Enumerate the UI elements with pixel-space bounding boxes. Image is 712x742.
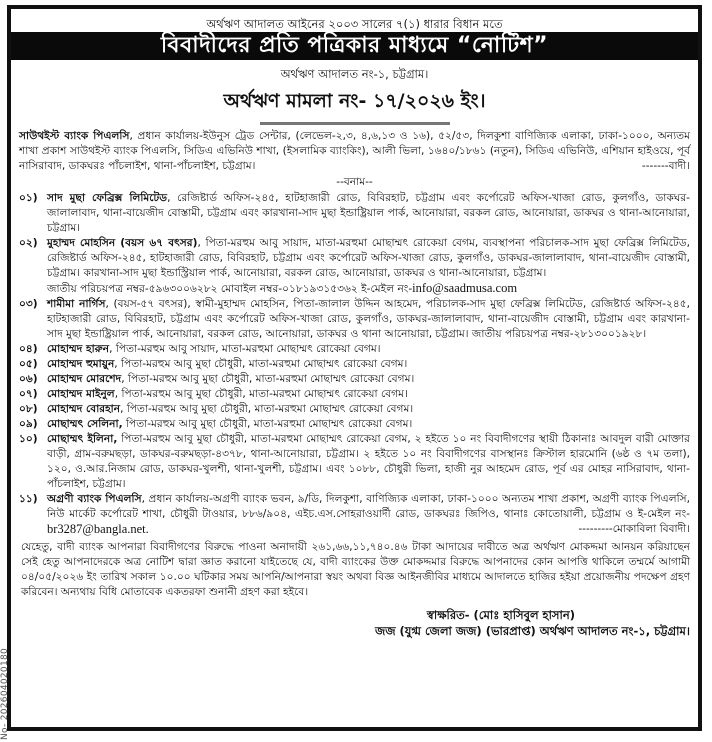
defendant-details: , প্রধান কার্যালয়-অগ্রণী ব্যাংক ভবন, ৯/ডি, দিলকুশা, বাণিজ্যিক এলাকা, ঢাকা-১০০০ অন্যতম শাখা প্রকাশ, অগ্রণী ব্যাংক পিএলসি, নিউ মার্কেট কর্পোরেট শাখা, চৌধুরী টাওয়ার, ৮৮৬/৯০৪, এইচ.এস.সোহরাওয়ার্দী রোড, ডাকঘরঃ জিপিও, থানাঃ কোতোয়ালী, চট্টগ্রাম ও ই-মেইল নং- bbox=[47, 493, 690, 520]
signature-block bbox=[19, 608, 690, 639]
defendant-details: , পিতা-মরহুম আবু সায়াদ, মাতা-মরহুমা মোছাম্মৎ রোকেয়া বেগম, ব্যবস্থাপনা পরিচালক-সাদ মুছা ফেব্রিক্স লিমিটেড, রেজিষ্টার্ড অফিস-২৪৫, হাটহাজারী রোড, বিবিরহাট, চট্টগ্রাম এবং কর্পোরেট অফিস-খাজা রোড, কুলগাঁও, ডাকঘর-জালালাবাদ, থানা-বায়েজীদ বোস্তামী, চট্টগ্রাম। কারখানা-সাদ মুছা ইন্ডাস্ট্রিয়াল পার্ক, আনোয়ারা, বরকল রোড, আনোয়ারা, ডাকঘর ও থানা-আনোয়ারা, চট্টগ্রাম। bbox=[47, 237, 690, 279]
defendant-details: , (বয়স-৫৭ বৎসর), স্বামী-মুহাম্মদ মোহসিন, পিতা-জালাল উদ্দিন আহমেদ, পরিচালক-সাদ মুছা ফেব্রিক্স লিমিটেড, রেজিষ্টার্ড অফিস-২৪৫, হাটহাজারী রোড, বিবিরহাট, চট্টগ্রাম এবং কর্পোরেট অফিস-খাজা রোড, কুলগাঁও, ডাকঘর-জালালাবাদ, থানা-বায়েজীদ বোস্তামী, চট্টগ্রাম এবং কারখানা-সাদ মুছা ইন্ডাষ্ট্রিয়াল পার্ক, আনোয়ারা, বরকল রোড, আনোয়ারা, ডাকঘর ও থানা আনোয়ারা, চট্টগ্রাম। জাতীয় পরিচয়পত্র নম্বর-২৮১৩০০১৯২৮। bbox=[47, 298, 690, 340]
court-name: অর্থঋণ আদালত নং-১, চট্টগ্রাম। bbox=[280, 67, 429, 81]
defendant-name: মোহাম্মদ বোরহান bbox=[47, 403, 121, 415]
defendant-number: ০১) bbox=[19, 192, 38, 204]
defendant-number: ০২) bbox=[19, 237, 38, 249]
defendant-name: সাদ মুছা ফেব্রিক্স লিমিটেড bbox=[47, 192, 168, 204]
judge-title: জজ (যুগ্ম জেলা জজ) (ভারপ্রাপ্ত) অর্থঋণ আদালত নং-১, চট্টগ্রাম। bbox=[374, 624, 690, 638]
defendant-email-link[interactable]: br3287@bangla.net. bbox=[47, 522, 149, 536]
defendant-number: ০৫) bbox=[19, 358, 38, 370]
defendant-details: , পিতা-মরহুম আবু সায়াদ, মাতা-মরহুমা মোছাম্মৎ রোকেয়া বেগম। bbox=[109, 343, 381, 355]
defendant-name: অগ্রণী ব্যাংক পিএলসি bbox=[47, 493, 142, 505]
defendant-details: , পিতা-মরহুম আবু মুছা চৌধুরী, মাতা-মরহুমা মোছাম্মৎ রোকেয়া বেগম। bbox=[114, 388, 408, 400]
notice-paragraph: যেহেতু, বাদী ব্যাংক আপনারা বিবাদীগণের বিরুদ্ধে পাওনা অনাদায়ী ২৬১,৬৬,১১,৭৪০.৪৬ টাকা আদায়ের দাবীতে অত্র অর্থঋণ মোকদ্দমা আনয়ন করিয়াছেন সেই হেতু আপনাদেরকে অত্র নোটিশ দ্বারা জ্ঞাত করানো যাইতেছে যে, বাদী ব্যাংকের উক্ত মোকদ্দমার বিরুদ্ধে আপনাদের কোন আপত্তি থাকিলে তম্মর্মে আগামী ০৪/০৫/২০২৬ ইং তারিখ সকাল ১০.০০ ঘটিকার সময় আপনি/আপনারা স্বয়ং অথবা বিজ্ঞ আইনজীবির মাধ্যমে আদালতে হাজির হইয়া প্রয়োজনীয় পদক্ষেপ গ্রহণ করিবেন। অন্যথায় বিধি মোতাবেক একতরফা শুনানী গ্রহণ করা হইবে। bbox=[21, 541, 690, 598]
defendant-name: মোছাম্মৎ সেলিনা, bbox=[47, 418, 123, 430]
defendant-item bbox=[19, 342, 690, 357]
defendant-email-link[interactable]: info@saadmusa.com bbox=[412, 281, 518, 295]
case-number: অর্থঋণ মামলা নং- ১৭/২০২৬ ইং। bbox=[223, 90, 486, 112]
defendant-item bbox=[19, 492, 690, 538]
defendant-name: মোহাম্মদ মাইনুল bbox=[47, 388, 115, 400]
defendant-role: ---------মোকাবিলা বিবাদী। bbox=[578, 523, 690, 535]
defendant-name: শামীমা নার্গিস bbox=[47, 298, 106, 310]
defendant-details: , পিতা-মরহুম আবু মুছা চৌধুরী, মাতা-মরহুমা মোছাম্মৎ রোকেয়া বেগম। bbox=[114, 358, 408, 370]
defendant-number: ০৩) bbox=[19, 298, 38, 310]
defendant-item bbox=[19, 402, 690, 417]
defendant-item bbox=[19, 387, 690, 402]
defendant-details: পিতা-মরহুম আবু মুছা চৌধুরী, মাতা-মরহুমা মোছাম্মৎ রোকেয়া বেগম, ২ হইতে ১০ নং বিবাদীগণের স্থায়ী ঠিকানাঃ আবদুল বারী মোক্তার বাড়ী, গ্রাম-বরুমছড়া, ডাকঘর-বরুমছড়া-৪৩৭৮, থানা-আনোয়ারা, চট্টগ্রাম। ২ হইতে ১০ নং বিবাদীগণের বাসস্থানঃ ক্রিস্টাল হারমোনি (৬ষ্ঠ ও ৭ম তলা), ১২০, ও.আর.নিজাম রোড, ডাকঘর-খুলশী, থানা-খুলশী, চট্টগ্রাম। এবং ১০৮৮, চৌধুরী ভিলা, হাজী নুর আহমেদ রোড, পূর্ব এর মোহর নাসিরাবাদ, থানা-পাঁচলাইশ, চট্টগ্রাম। bbox=[47, 433, 690, 490]
defendant-number: ০৬) bbox=[19, 373, 38, 385]
signed-by: স্বাক্ষরিত- (মোঃ হাসিবুল হাসান) bbox=[426, 608, 575, 622]
notice-title: বিবাদীদের প্রতি পত্রিকার মাধ্যমে “নোটিশ” bbox=[11, 32, 698, 60]
notice-frame bbox=[7, 5, 702, 731]
defendant-name: মুহাম্মদ মোহসিন (বয়স ৬৭ বৎসর) bbox=[47, 237, 198, 249]
plaintiff-address: , প্রধান কার্যালয়-ইউনুস ট্রেড সেন্টার, (লেভেল-২,৩, ৪,৬,১৩ ও ১৬), ৫২/৫৩, দিলকুশা বাণিজ্যিক এলাকা, ঢাকা-১০০০, অন্যতম শাখা প্রকাশ সাউথইস্ট ব্যাংক পিএলসি, সিডিএ এভিনিউ শাখা, (ইসলামিক ব্যাংকিং), আলী ভিলা, ১৬৪০/১৮৬১ (নতুন), সিডিএ এভিনিউ, এশিয়ান হাইওয়ে, পূর্ব নাসিরাবাদ, ডাকঘরঃ পাঁচলাইশ, থানা-পাঁচলাইশ, চট্টগ্রাম। bbox=[19, 130, 690, 172]
plaintiff-block bbox=[19, 129, 690, 174]
defendant-number: ০৯) bbox=[19, 418, 38, 430]
defendant-details: পিতা-মরহুম আবু মুছা চৌধুরী, মাতা-মরহুমা মোছাম্মৎ রোকেয়া বেগম। bbox=[122, 418, 413, 430]
defendant-name: মোহাম্মদ হারুন bbox=[47, 343, 110, 355]
defendant-name: মোছাম্মৎ ইলিনা, bbox=[47, 433, 118, 445]
defendant-item bbox=[19, 236, 690, 297]
notice-id-vertical: No- 202604020180 bbox=[0, 647, 10, 740]
law-reference: অর্থঋণ আদালত আইনের ২০০৩ সালের ৭(১) ধারার বিধান মতে bbox=[206, 17, 503, 31]
defendant-number: ১০) bbox=[19, 433, 38, 445]
defendant-name: মোহাম্মদ হুমায়ুন bbox=[47, 358, 115, 370]
defendant-details: , রেজিষ্টার্ড অফিস-২৪৫, হাটহাজারী রোড, বিবিরহাট, চট্টগ্রাম এবং কর্পোরেট অফিস-খাজা রোড, কুলগাঁও, ডাকঘর-জালালাবাদ, থানা-বায়েজীদ বোস্তামী, চট্টগ্রাম এবং কারখানা-সাদ মুছা ইন্ডাষ্ট্রিয়াল পার্ক, আনোয়ারা, বরকল রোড, আনোয়ারা, ডাকঘর ও থানা-আনোয়ারা, চট্টগ্রাম। bbox=[47, 192, 690, 234]
defendant-number: ০৪) bbox=[19, 343, 38, 355]
plaintiff-role: -------বাদী। bbox=[641, 160, 690, 172]
defendant-details: , পিতা-মরহুম আবু মুছা চৌধুরী, মাতা-মরহুমা মোছাম্মৎ রোকেয়া বেগম। bbox=[121, 373, 415, 385]
defendant-number: ০৭) bbox=[19, 388, 38, 400]
defendant-name: মোহাম্মদ মোরশেদ bbox=[47, 373, 122, 385]
plaintiff-name: সাউথইস্ট ব্যাংক পিএলসি bbox=[19, 130, 130, 142]
versus-label: --বনাম-- bbox=[336, 176, 373, 188]
defendant-id-line: জাতীয় পরিচয়পত্র নম্বর-৫৯৬৩০০৬২৮২ মোবাইল নম্বর-০১৮১৯৩১৫৩৬২ ই-মেইল নং- bbox=[47, 283, 413, 295]
defendant-number: ১১) bbox=[19, 493, 38, 505]
notice-body bbox=[11, 129, 698, 639]
defendant-number: ০৮) bbox=[19, 403, 38, 415]
defendant-item bbox=[19, 357, 690, 372]
defendant-item bbox=[19, 417, 690, 432]
case-number-underline bbox=[260, 122, 450, 125]
defendant-details: , পিতা-মরহুম আবু মুছা চৌধুরী, মাতা-মরহুমা মোছাম্মৎ রোকেয়া বেগম। bbox=[120, 403, 414, 415]
defendant-item bbox=[19, 432, 690, 492]
defendant-item bbox=[19, 297, 690, 342]
defendant-item bbox=[19, 372, 690, 387]
defendant-item bbox=[19, 191, 690, 236]
